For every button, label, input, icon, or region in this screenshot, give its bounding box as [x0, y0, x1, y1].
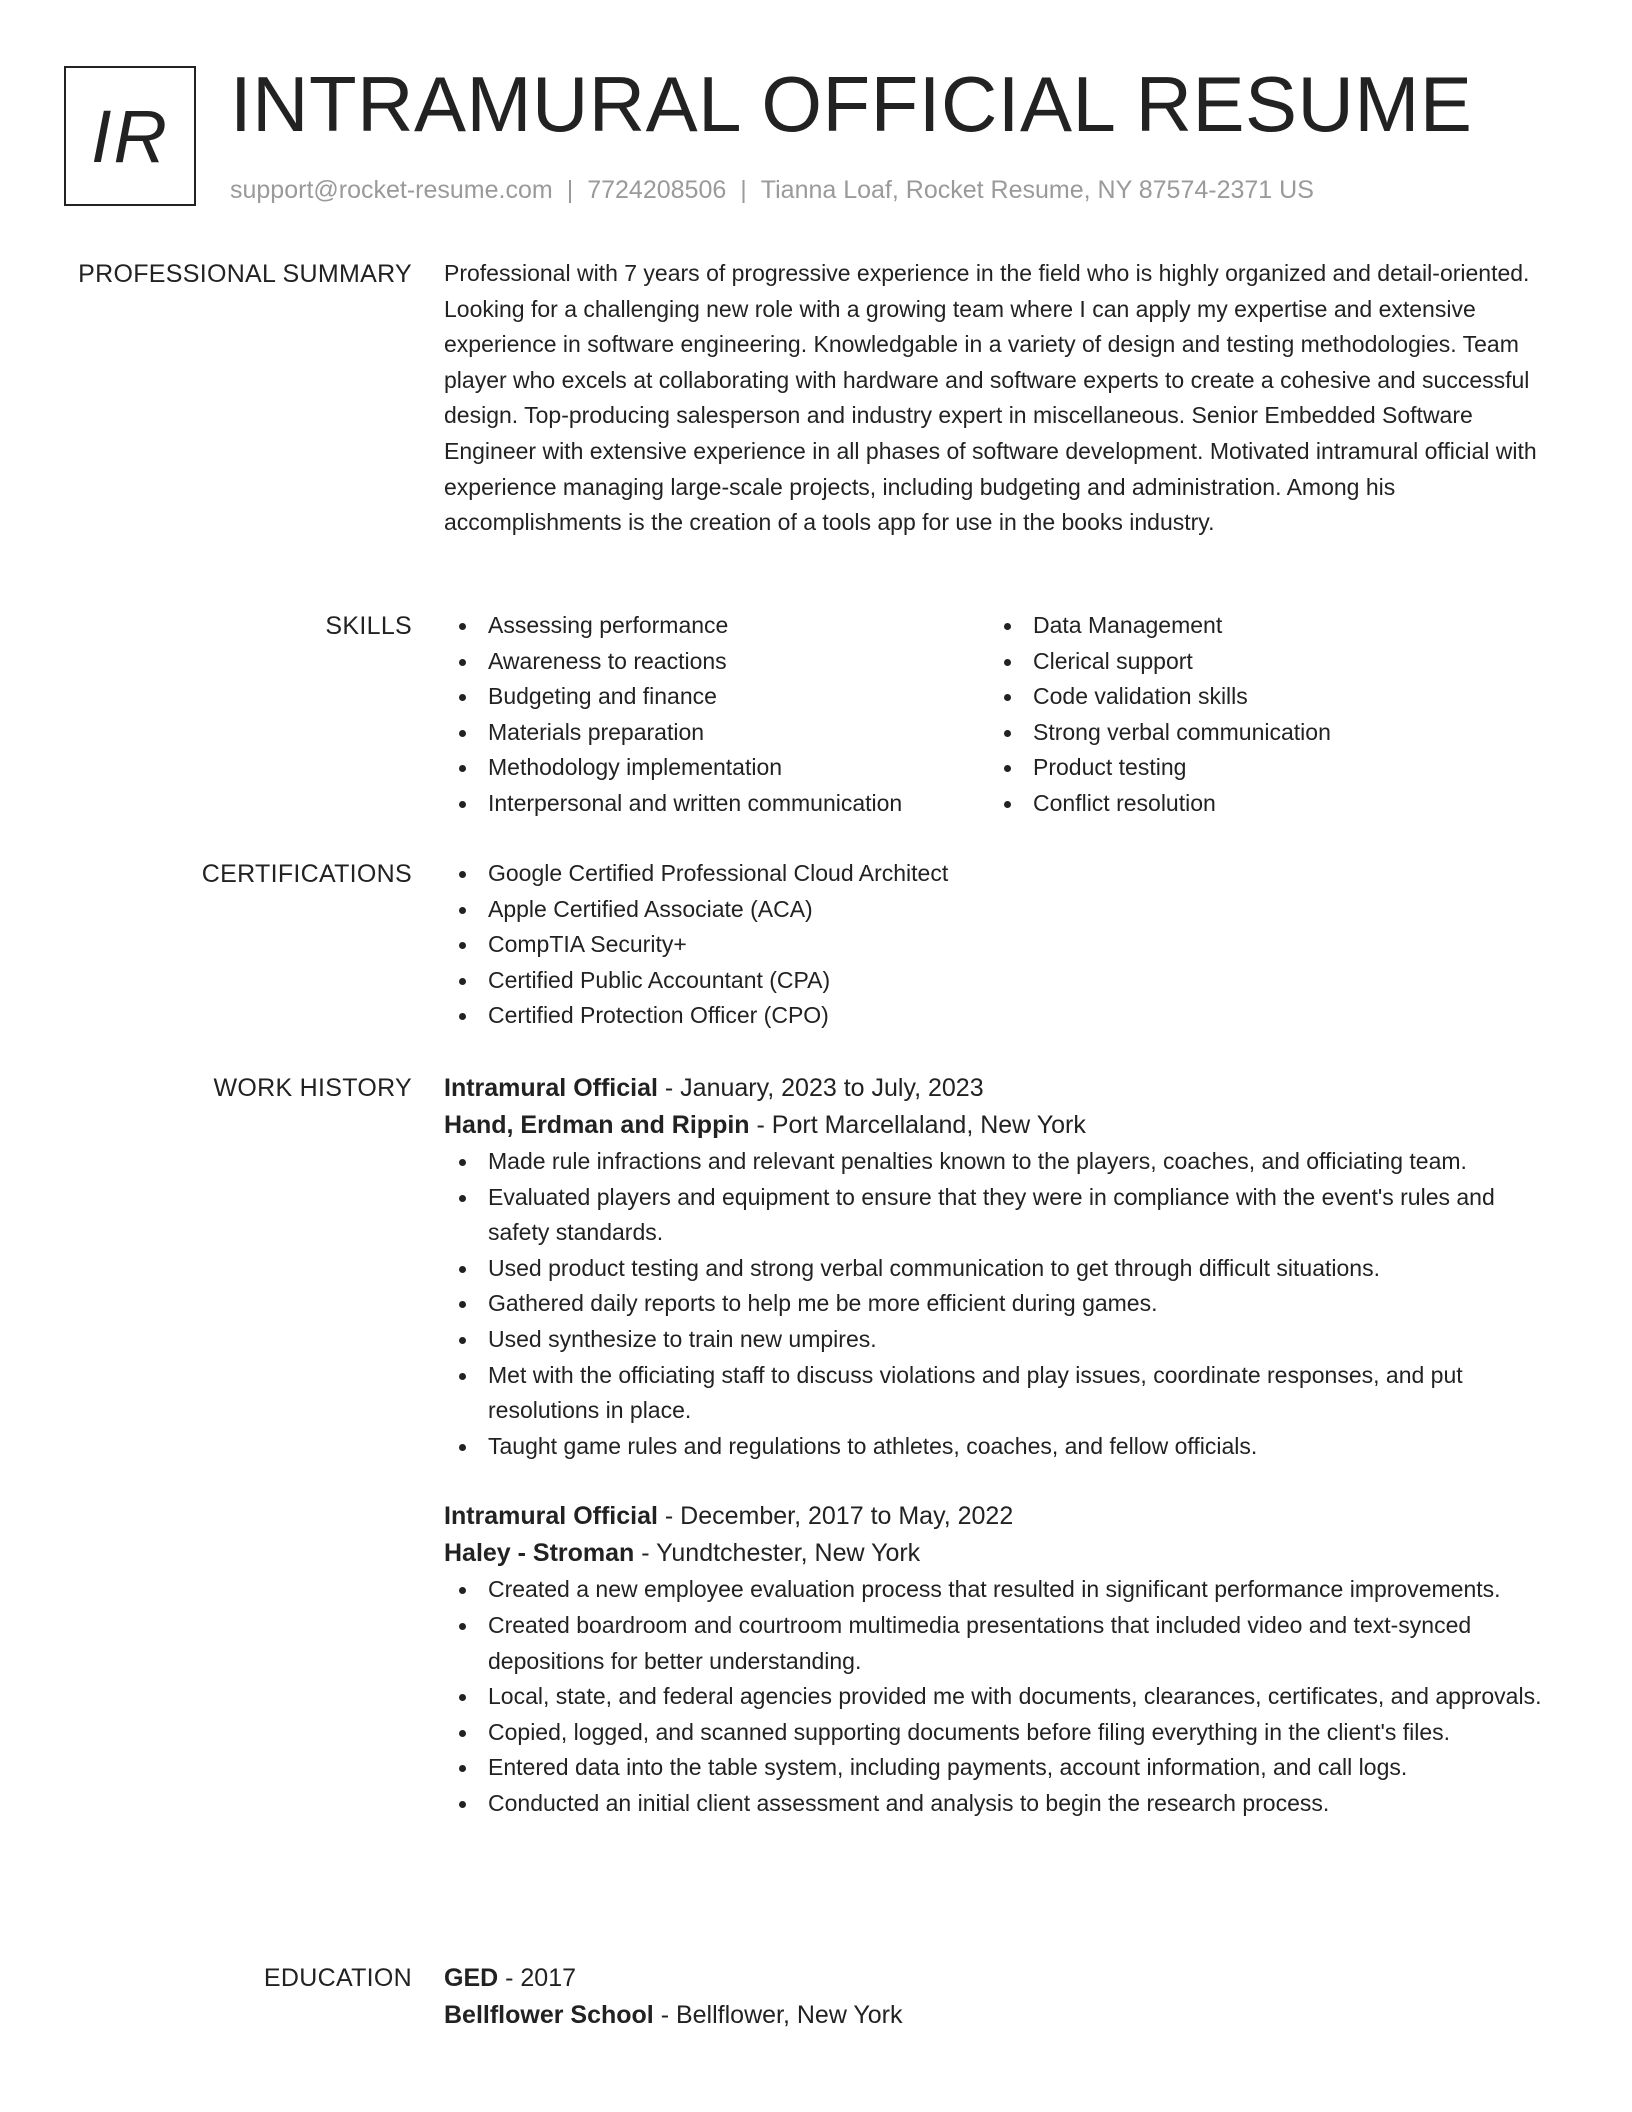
education-body: [444, 1960, 1554, 2034]
section-label-education: EDUCATION: [263, 1964, 412, 1992]
monogram-text: IR: [91, 94, 169, 178]
job-bullet: Met with the officiating staff to discuss violations and play issues, coordinate responses, and put resolutions in place.: [444, 1358, 1554, 1429]
skill-item: Methodology implementation: [444, 750, 989, 786]
education-school: Bellflower School: [444, 2001, 654, 2029]
section-label-summary: PROFESSIONAL SUMMARY: [78, 260, 412, 288]
job-bullet: Entered data into the table system, including payments, account information, and call logs.: [444, 1750, 1554, 1786]
certification-item: Certified Protection Officer (CPO): [444, 998, 1554, 1034]
job-bullet: Conducted an initial client assessment and analysis to begin the research process.: [444, 1786, 1554, 1822]
certifications-body: [444, 856, 1554, 1034]
job-title-line: [444, 1070, 1554, 1107]
education-location: - Bellflower, New York: [653, 2001, 903, 2029]
job-bullets: [444, 1144, 1554, 1464]
education-school-line: [444, 1997, 1554, 2034]
certification-item: Apple Certified Associate (ACA): [444, 892, 1554, 928]
education-degree: GED: [444, 1964, 499, 1992]
contact-separator: |: [566, 176, 574, 204]
job-bullet: Taught game rules and regulations to athletes, coaches, and fellow officials.: [444, 1429, 1554, 1465]
job-bullet: Gathered daily reports to help me be more efficient during games.: [444, 1286, 1554, 1322]
job-dates: - January, 2023 to July, 2023: [657, 1074, 984, 1102]
skill-item: Clerical support: [989, 644, 1534, 680]
job-bullet: Used synthesize to train new umpires.: [444, 1322, 1554, 1358]
job-bullets: [444, 1572, 1554, 1821]
job-company-line: [444, 1107, 1554, 1144]
job-bullet: Evaluated players and equipment to ensure that they were in compliance with the event's rules and safety standards.: [444, 1180, 1554, 1251]
job-company: Haley - Stroman: [444, 1539, 635, 1568]
job-bullet: Copied, logged, and scanned supporting documents before filing everything in the client's files.: [444, 1715, 1554, 1751]
skill-item: Product testing: [989, 750, 1534, 786]
job-entry: [444, 1070, 1554, 1464]
education-degree-line: [444, 1960, 1554, 1997]
job-bullet: Used product testing and strong verbal communication to get through difficult situations.: [444, 1251, 1554, 1287]
section-label-work-history: WORK HISTORY: [213, 1074, 412, 1102]
contact-address: Tianna Loaf, Rocket Resume, NY 87574-2371 US: [760, 176, 1314, 204]
certification-item: Certified Public Accountant (CPA): [444, 963, 1554, 999]
skills-body: [444, 608, 1554, 822]
job-bullet: Created a new employee evaluation process that resulted in significant performance improvements.: [444, 1572, 1554, 1608]
work-history-body: [444, 1070, 1554, 1822]
job-bullet: Created boardroom and courtroom multimedia presentations that included video and text-synced depositions for better understanding.: [444, 1608, 1554, 1679]
contact-email: support@rocket-resume.com: [230, 176, 553, 204]
job-company: Hand, Erdman and Rippin: [444, 1111, 750, 1139]
skill-item: Data Management: [989, 608, 1534, 644]
monogram-logo: [64, 66, 196, 206]
contact-phone: 7724208506: [587, 176, 727, 204]
certification-item: Google Certified Professional Cloud Architect: [444, 856, 1554, 892]
skill-item: Awareness to reactions: [444, 644, 989, 680]
contact-line: [230, 173, 1314, 207]
job-entry: [444, 1498, 1554, 1821]
section-label-skills: SKILLS: [325, 612, 412, 640]
skills-list-right: [989, 608, 1534, 822]
certification-item: CompTIA Security+: [444, 927, 1554, 963]
job-location: - Port Marcellaland, New York: [749, 1111, 1086, 1139]
section-label-certifications: CERTIFICATIONS: [201, 860, 412, 888]
resume-title: INTRAMURAL OFFICIAL RESUME: [230, 60, 1473, 148]
job-title-line: [444, 1498, 1554, 1535]
job-bullet: Made rule infractions and relevant penalties known to the players, coaches, and officiating team.: [444, 1144, 1554, 1180]
contact-separator: |: [740, 176, 747, 204]
education-year: - 2017: [498, 1964, 577, 1992]
job-dates: - December, 2017 to May, 2022: [657, 1502, 1014, 1531]
certifications-list: [444, 856, 1554, 1034]
skill-item: Assessing performance: [444, 608, 989, 644]
job-location: - Yundtchester, New York: [634, 1539, 921, 1568]
skill-item: Materials preparation: [444, 715, 989, 751]
summary-text: Professional with 7 years of progressive experience in the field who is highly organized and detail-oriented. Looking for a challenging new role with a growing team where I can apply my expertise and extensive experience in software engineering. Knowledgable in a variety of design and testing methodologies. Team player who excels at collaborating with hardware and software experts to create a cohesive and successful design. Top-producing salesperson and industry expert in miscellaneous. Senior Embedded Software Engineer with extensive experience in all phases of software development. Motivated intramural official with experience managing large-scale projects, including budgeting and administration. Among his accomplishments is the creation of a tools app for use in the books industry.: [444, 260, 1537, 536]
skill-item: Interpersonal and written communication: [444, 786, 989, 822]
skill-item: Budgeting and finance: [444, 679, 989, 715]
skills-list-left: [444, 608, 989, 822]
skill-item: Strong verbal communication: [989, 715, 1534, 751]
skill-item: Code validation skills: [989, 679, 1534, 715]
job-title: Intramural Official: [444, 1074, 658, 1102]
skill-item: Conflict resolution: [989, 786, 1534, 822]
job-bullet: Local, state, and federal agencies provided me with documents, clearances, certificates, and approvals.: [444, 1679, 1554, 1715]
summary-body: [444, 256, 1554, 541]
job-company-line: [444, 1535, 1554, 1572]
job-title: Intramural Official: [444, 1502, 658, 1531]
